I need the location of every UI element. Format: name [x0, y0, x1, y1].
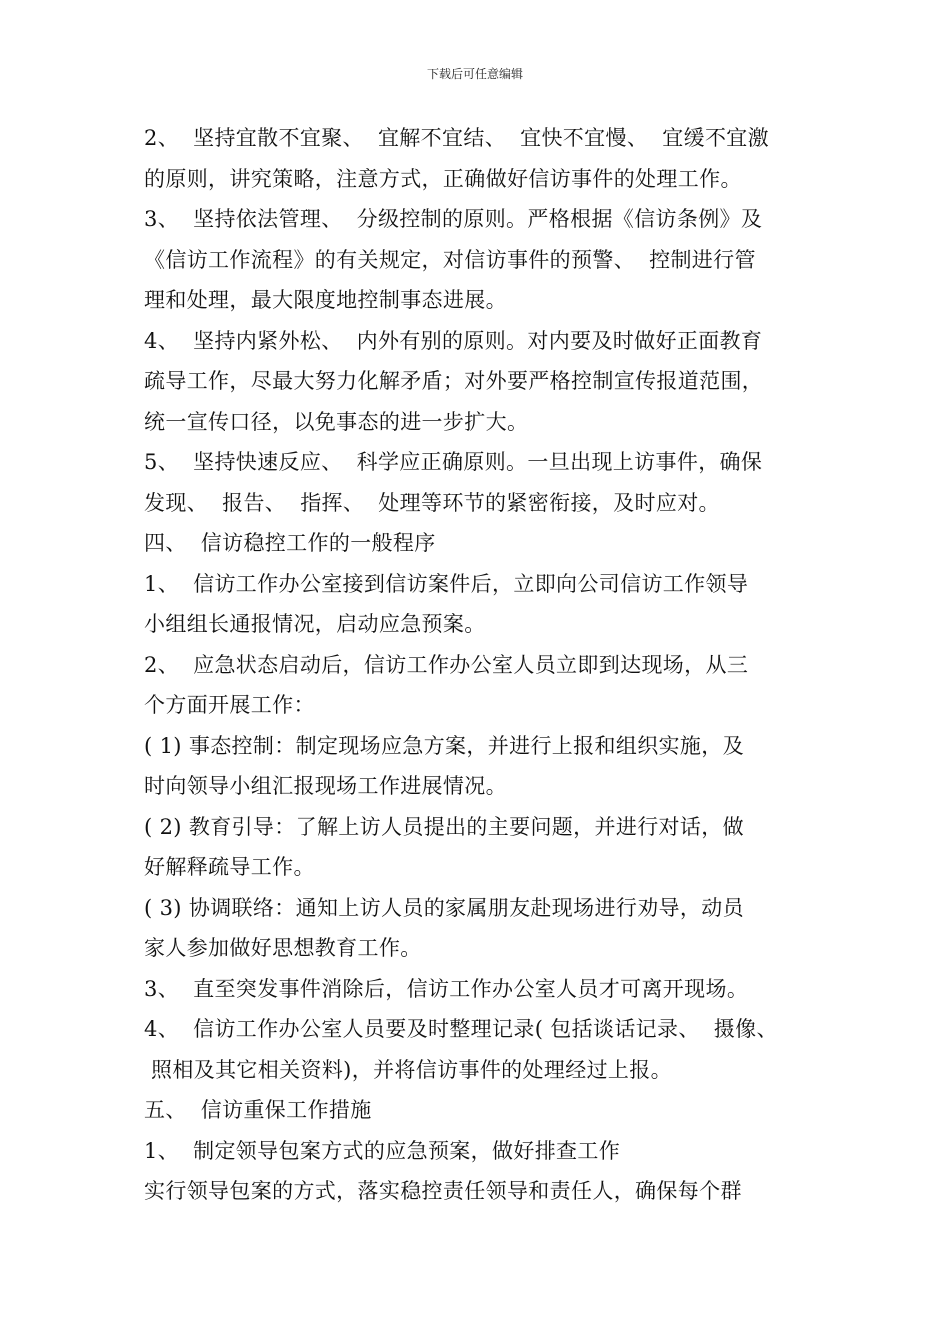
text-line: 2、 坚持宜散不宜聚、 宜解不宜结、 宜快不宜慢、 宜缓不宜激 — [144, 126, 770, 150]
text-line: 家人参加做好思想教育工作。 — [144, 936, 422, 960]
text-line: 实行领导包案的方式，落实稳控责任领导和责任人，确保每个群 — [144, 1179, 742, 1203]
text-line: ( 1) 事态控制：制定现场应急方案，并进行上报和组织实施，及 — [144, 733, 744, 758]
text-line: 照相及其它相关资料)，并将信访事件的处理经过上报。 — [144, 1057, 672, 1082]
text-line: 1、 制定领导包案方式的应急预案，做好排查工作 — [144, 1138, 621, 1163]
text-line: 3、 坚持依法管理、 分级控制的原则。严格根据《信访条例》及 — [144, 207, 763, 231]
section-heading: 四、 信访稳控工作的一般程序 — [144, 531, 436, 555]
text-line: ( 2) 教育引导：了解上访人员提出的主要问题，并进行对话，做 — [144, 814, 744, 839]
text-line: 疏导工作，尽最大努力化解矛盾；对外要严格控制宣传报道范围， — [144, 369, 764, 393]
text-line: 发现、 报告、 指挥、 处理等环节的紧密衔接，及时应对。 — [144, 490, 720, 515]
text-line: 3、 直至突发事件消除后，信访工作办公室人员才可离开现场。 — [144, 976, 749, 1001]
text-line: 个方面开展工作： — [144, 693, 315, 717]
text-line: 的原则，讲究策略，注意方式，正确做好信访事件的处理工作。 — [144, 166, 742, 191]
text-line: ( 3) 协调联络：通知上访人员的家属朋友赴现场进行劝导，动员 — [144, 895, 744, 920]
text-line: 时向领导小组汇报现场工作进展情况。 — [144, 774, 507, 798]
text-line: 2、 应急状态启动后，信访工作办公室人员立即到达现场，从三 — [144, 652, 749, 677]
text-line: 1、 信访工作办公室接到信访案件后，立即向公司信访工作领导 — [144, 571, 749, 596]
text-line: 统一宣传口径，以免事态的进一步扩大。 — [144, 409, 529, 434]
text-line: 《信访工作流程》的有关规定，对信访事件的预警、 控制进行管 — [144, 247, 756, 272]
text-line: 理和处理，最大限度地控制事态进展。 — [144, 288, 507, 312]
text-line: 好解释疏导工作。 — [144, 855, 315, 879]
page-header: 下载后可任意编辑 — [426, 67, 523, 81]
text-line: 4、 信访工作办公室人员要及时整理记录( 包括谈话记录、 摄像、 — [144, 1017, 778, 1041]
document-body — [144, 118, 834, 1212]
text-line: 5、 坚持快速反应、 科学应正确原则。一旦出现上访事件，确保 — [144, 450, 763, 474]
section-heading: 五、 信访重保工作措施 — [144, 1098, 372, 1122]
text-line: 4、 坚持内紧外松、 内外有别的原则。对内要及时做好正面教育 — [144, 328, 763, 353]
text-line: 小组组长通报情况，启动应急预案。 — [144, 612, 486, 636]
